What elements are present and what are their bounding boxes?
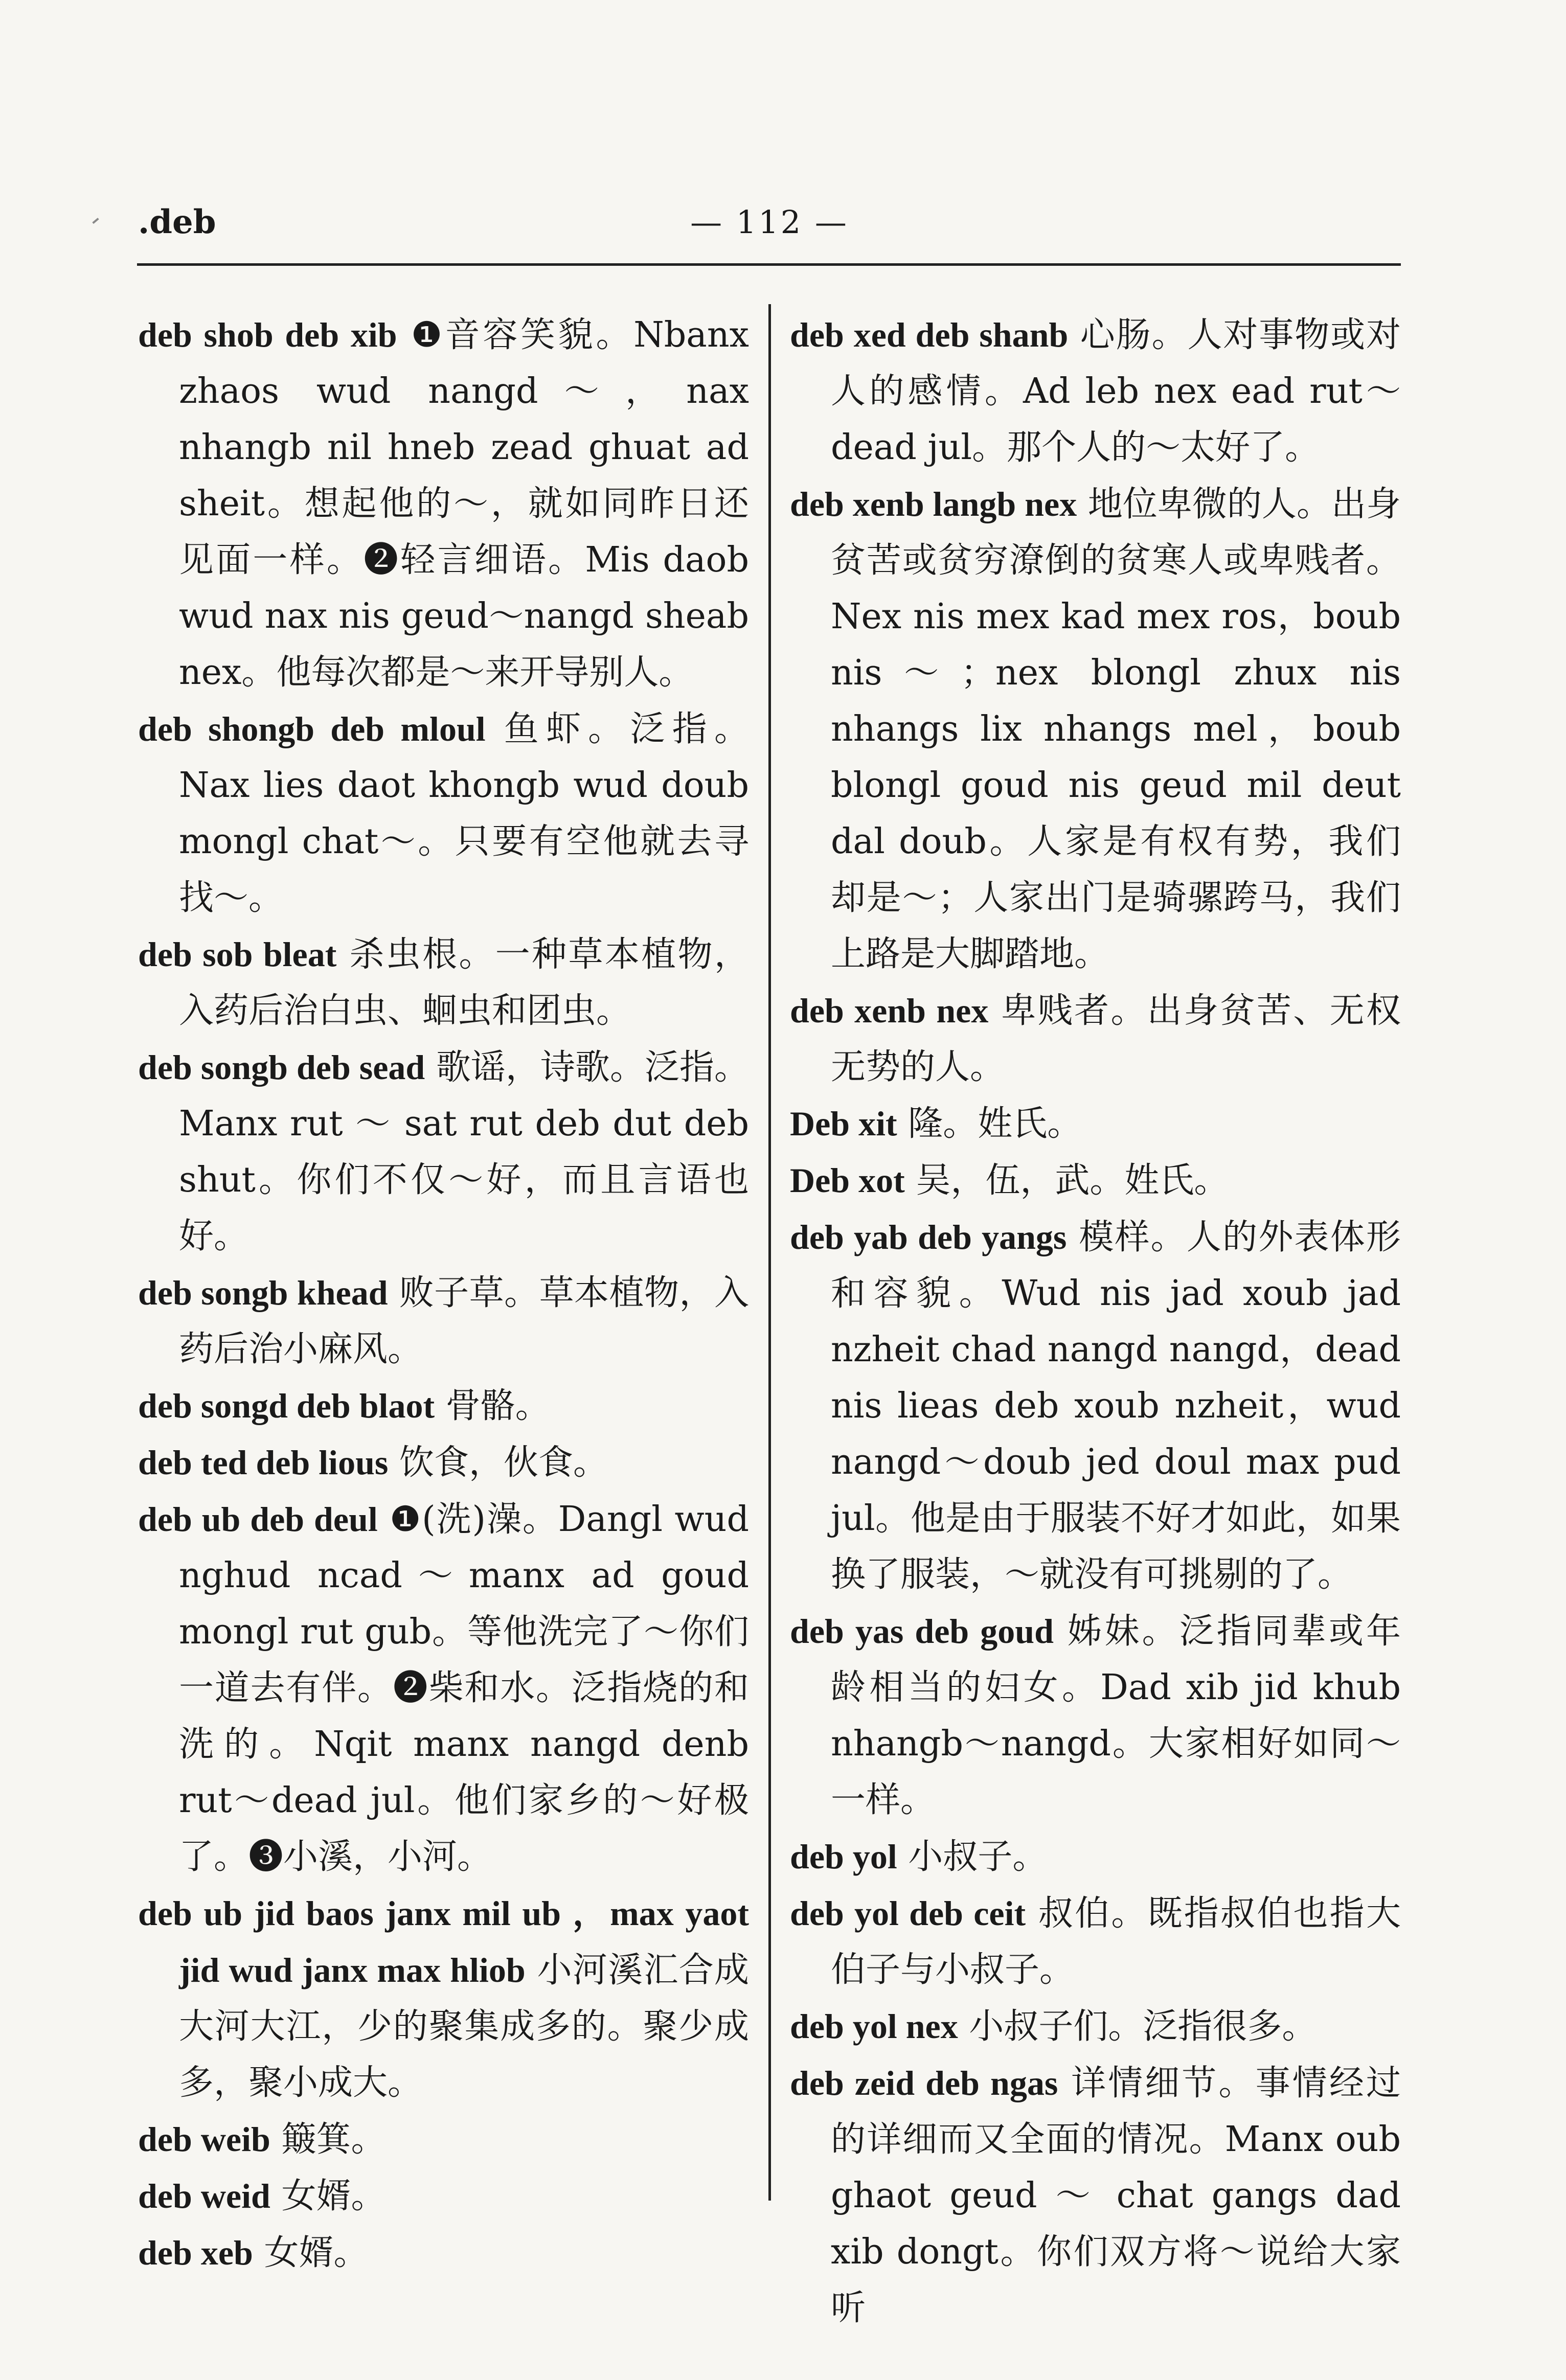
entry-definition: 小叔子们。泛指很多。 bbox=[958, 2006, 1317, 2047]
entry-definition: 女婿。 bbox=[253, 2233, 369, 2273]
dictionary-entry bbox=[790, 1603, 1401, 1828]
dictionary-entry bbox=[138, 1265, 749, 1378]
dictionary-entry bbox=[138, 1885, 749, 2111]
dictionary-entry bbox=[790, 982, 1401, 1095]
entry-definition: 心肠。人对事物或对人的感情。Ad leb nex ead rut～dead jul。那个人的～太好了。 bbox=[831, 315, 1401, 468]
running-head: .deb bbox=[138, 203, 216, 241]
entry-definition: 小河溪汇合成大河大江，少的聚集成多的。聚少成多，聚小成大。 bbox=[179, 1950, 749, 2103]
entry-headword: Deb xot bbox=[790, 1161, 905, 1200]
entry-definition: 吴，伍，武。姓氏。 bbox=[904, 1160, 1229, 1201]
entry-definition: 详情细节。事情经过的详细而又全面的情况。Manx oub ghaot geud ～ chat gangs dad xib dongt。你们双方将～说给大家听 bbox=[831, 2063, 1401, 2328]
entry-headword: deb yol nex bbox=[790, 2007, 958, 2046]
page-header bbox=[138, 199, 1401, 256]
entry-headword: deb songb deb sead bbox=[138, 1048, 425, 1087]
dictionary-entry bbox=[138, 2111, 749, 2168]
entry-definition: 杀虫根。一种草本植物，入药后治白虫、蛔虫和团虫。 bbox=[179, 934, 749, 1031]
entry-headword: deb shongb deb mloul bbox=[138, 710, 486, 748]
dictionary-entry bbox=[790, 1828, 1401, 1885]
entry-headword: deb songb khead bbox=[138, 1273, 388, 1312]
entry-definition: 小叔子。 bbox=[897, 1837, 1048, 1877]
entry-definition: 骨骼。 bbox=[435, 1386, 550, 1426]
entry-headword: deb yab deb yangs bbox=[790, 1218, 1067, 1256]
entry-definition: 模样。人的外表体形和容貌。Wud nis jad xoub jad nzheit chad nangd nangd，dead nis lieas deb xoub nzheit，wud nangd～doub jed doul max pud jul。他是由于服装不好才如此，如果换了服装，～就没有可挑剔的了。 bbox=[831, 1217, 1401, 1595]
dictionary-entry bbox=[790, 1152, 1401, 1209]
entry-headword: deb ub deb deul bbox=[138, 1500, 378, 1539]
dictionary-entry bbox=[138, 1039, 749, 1265]
page-number: — 112 — bbox=[690, 203, 849, 241]
dictionary-entry bbox=[138, 1378, 749, 1434]
column-rule bbox=[768, 304, 771, 2201]
dictionary-entry bbox=[790, 1095, 1401, 1152]
dictionary-entry bbox=[138, 2168, 749, 2225]
dictionary-entry bbox=[790, 2055, 1401, 2337]
entry-headword: deb weid bbox=[138, 2177, 270, 2215]
dictionary-entry bbox=[138, 307, 749, 701]
dictionary-entry bbox=[790, 1885, 1401, 1998]
dictionary-entry bbox=[790, 307, 1401, 476]
entry-definition: 败子草。草本植物，入药后治小麻风。 bbox=[179, 1273, 749, 1369]
dictionary-entry bbox=[790, 1209, 1401, 1603]
entry-headword: deb xenb nex bbox=[790, 991, 989, 1030]
entry-definition: 簸箕。 bbox=[270, 2119, 386, 2160]
entry-headword: deb shob deb xib bbox=[138, 315, 397, 354]
entry-definition: 饮食，伙食。 bbox=[388, 1443, 608, 1483]
entry-headword: deb yol bbox=[790, 1837, 897, 1876]
dictionary-entry bbox=[790, 1998, 1401, 2055]
scan-mark bbox=[92, 218, 99, 224]
entry-definition: ❶(洗)澡。Dangl wud nghud ncad～manx ad goud mongl rut gub。等他洗完了～你们一道去有伴。❷柴和水。泛指烧的和洗的。Nqit manx nangd denb rut～dead jul。他们家乡的～好极了。❸小溪，小河。 bbox=[179, 1499, 750, 1877]
entry-definition: 隆。姓氏。 bbox=[897, 1104, 1082, 1144]
entry-definition: 卑贱者。出身贫苦、无权无势的人。 bbox=[831, 991, 1401, 1087]
entry-headword: deb xeb bbox=[138, 2233, 253, 2272]
dictionary-entry bbox=[138, 2225, 749, 2281]
entry-definition: 鱼虾。泛指。Nax lies daot khongb wud doub mongl chat～。只要有空他就去寻找～。 bbox=[179, 709, 749, 918]
entry-headword: deb zeid deb ngas bbox=[790, 2064, 1058, 2102]
dictionary-entry bbox=[138, 926, 749, 1039]
dictionary-entry bbox=[138, 1434, 749, 1491]
entry-headword: deb xed deb shanb bbox=[790, 315, 1069, 354]
entry-headword: deb yol deb ceit bbox=[790, 1894, 1026, 1933]
entry-headword: Deb xit bbox=[790, 1104, 897, 1143]
left-column bbox=[138, 307, 749, 2281]
entry-headword: deb xenb langb nex bbox=[790, 485, 1077, 523]
entry-headword: deb ub jid baos janx mil ub ，max yaot jid wud janx max hliob bbox=[138, 1894, 749, 1989]
entry-definition: 姊妹。泛指同辈或年龄相当的妇女。Dad xib jid khub nhangb～nangd。大家相好如同～一样。 bbox=[831, 1611, 1401, 1820]
entry-headword: deb yas deb goud bbox=[790, 1612, 1054, 1651]
entry-headword: deb songd deb blaot bbox=[138, 1386, 435, 1425]
entry-headword: deb sob bleat bbox=[138, 935, 337, 974]
entry-headword: deb weib bbox=[138, 2120, 270, 2159]
entry-definition: 女婿。 bbox=[270, 2176, 386, 2216]
dictionary-entry bbox=[138, 1491, 749, 1885]
entry-definition: 叔伯。既指叔伯也指大伯子与小叔子。 bbox=[831, 1893, 1401, 1990]
entry-definition: 歌谣，诗歌。泛指。Manx rut ～ sat rut deb dut deb shut。你们不仅～好，而且言语也好。 bbox=[179, 1047, 749, 1256]
header-rule bbox=[137, 263, 1401, 266]
right-column bbox=[790, 307, 1401, 2337]
entry-definition: 地位卑微的人。出身贫苦或贫穷潦倒的贫寒人或卑贱者。Nex nis mex kad mex ros，boub nis～；nex blongl zhux nis nhangs lix nhangs mel，boub blongl goud nis geud mil deut dal doub。人家是有权有势，我们却是～；人家出门是骑骡跨马，我们上路是大脚踏地。 bbox=[831, 484, 1401, 974]
entry-headword: deb ted deb lious bbox=[138, 1443, 389, 1482]
dictionary-entry bbox=[138, 701, 749, 926]
entry-definition: ❶音容笑貌。Nbanx zhaos wud nangd～，nax nhangb nil hneb zead ghuat ad sheit。想起他的～，就如同昨日还见面一样。❷轻言细语。Mis daob wud nax nis geud～nangd sheab nex。他每次都是～来开导别人。 bbox=[179, 315, 749, 693]
dictionary-entry bbox=[790, 476, 1401, 982]
